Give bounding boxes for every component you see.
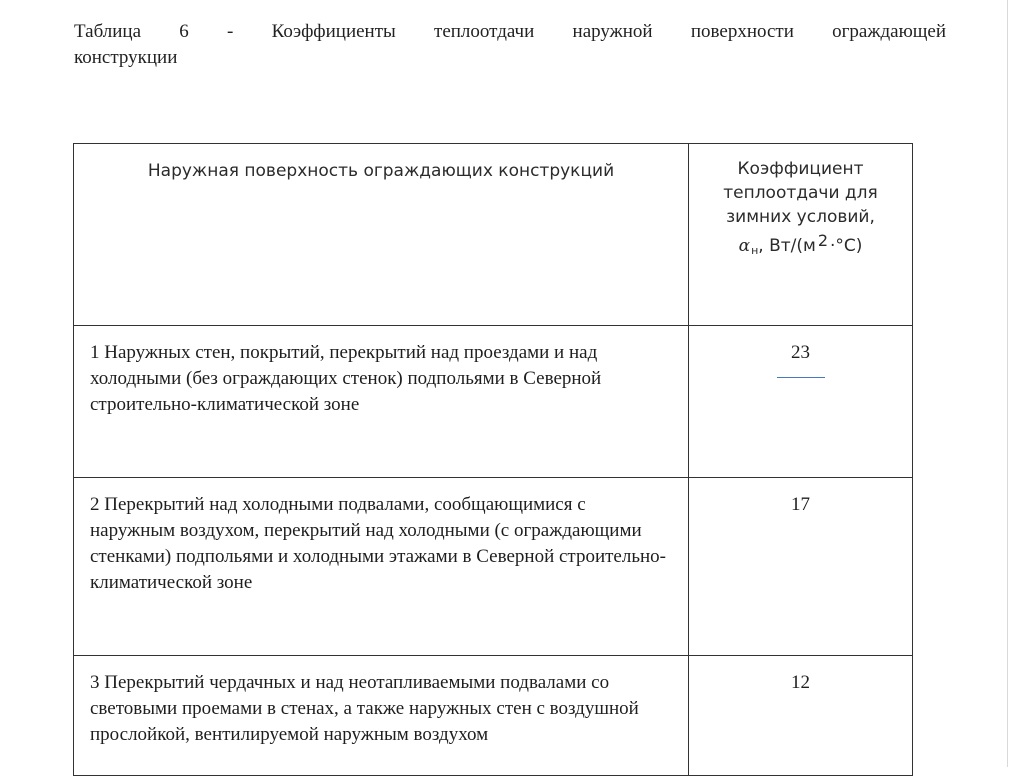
row-description: 1 Наружных стен, покрытий, перекрытий над проездами и над холодными (без ограждающих стенок) подпольями в Северной строительно-климатической зоне — [74, 326, 689, 478]
table-header-row — [74, 144, 913, 326]
header-unit-line — [697, 229, 904, 263]
header-coefficient-line-3: зимних условий, — [726, 207, 875, 227]
header-surface-label: Наружная поверхность ограждающих конструкций — [147, 161, 615, 181]
coefficients-table — [73, 143, 913, 776]
header-coefficient-line-1: Коэффициент — [737, 159, 864, 179]
unit-superscript: 2 — [817, 231, 829, 250]
unit-suffix: ·°С) — [830, 236, 863, 256]
table-row — [74, 478, 913, 656]
alpha-symbol: α — [738, 236, 751, 256]
page-edge-line — [1007, 0, 1008, 767]
table-row — [74, 326, 913, 478]
row-description: 2 Перекрытий над холодными подвалами, сообщающимися с наружным воздухом, перекрытий над холодными (с ограждающими стенками) подпольями и холодными этажами в Северной строительно-климатической зоне — [74, 478, 689, 656]
row-value-cell — [689, 656, 913, 776]
row-value: 17 — [791, 494, 810, 515]
alpha-subscript: н — [751, 244, 759, 257]
row-description: 3 Перекрытий чердачных и над неотапливаемыми подвалами со световыми проемами в стенах, а также наружных стен с воздушной прослойкой, вентилируемой наружным воздухом — [74, 656, 689, 776]
row-value: 23 — [791, 342, 810, 363]
table-row — [74, 656, 913, 776]
unit-prefix: , Вт/(м — [758, 236, 816, 256]
row-value-cell — [689, 478, 913, 656]
value-underline-mark — [777, 377, 825, 378]
table-caption-continuation: конструкции — [74, 47, 178, 68]
table-caption: Таблица 6 - Коэффициенты теплоотдачи наружной поверхности ограждающей — [74, 21, 946, 42]
header-coefficient-column — [689, 144, 913, 326]
header-coefficient-line-2: теплоотдачи для — [723, 183, 878, 203]
row-value: 12 — [791, 672, 810, 693]
header-surface-column — [74, 144, 689, 326]
row-value-cell — [689, 326, 913, 478]
